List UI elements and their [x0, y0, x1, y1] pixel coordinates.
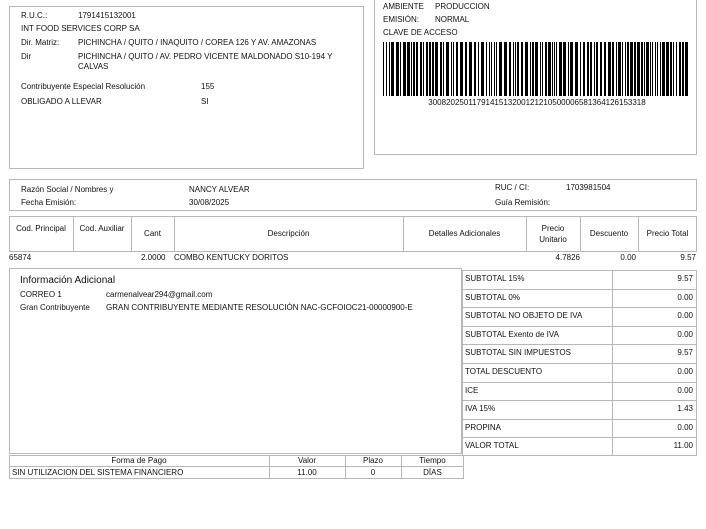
- barcode-bar: [440, 42, 442, 96]
- barcode-bar: [682, 42, 684, 96]
- totals-row-label: VALOR TOTAL: [465, 441, 519, 450]
- barcode-bar: [616, 42, 617, 96]
- contribuyente-value: 155: [201, 82, 215, 91]
- dir-value-line1: PICHINCHA / QUITO / AV. PEDRO VICENTE MALDONADO S10-194 Y: [78, 52, 333, 61]
- totals-row-value: 9.57: [677, 348, 693, 357]
- company-name: INT FOOD SERVICES CORP SA: [21, 24, 140, 33]
- barcode-bar: [469, 42, 472, 96]
- barcode-bar: [420, 42, 422, 96]
- barcode-bar: [391, 42, 394, 96]
- barcode-bar: [575, 42, 578, 96]
- barcode-bar: [676, 42, 677, 96]
- barcode-bar: [594, 42, 595, 96]
- barcode-bar: [443, 42, 444, 96]
- barcode-bar: [612, 42, 614, 96]
- barcode-bar: [513, 42, 514, 96]
- barcode-bar: [655, 42, 656, 96]
- razon-label: Razón Social / Nombres y: [21, 185, 114, 194]
- barcode-bar: [545, 42, 547, 96]
- barcode-bar: [583, 42, 585, 96]
- payment-header-tiempo: Tiempo: [419, 456, 446, 465]
- razon-value: NANCY ALVEAR: [189, 185, 250, 194]
- fecha-value: 30/08/2025: [189, 198, 230, 207]
- item-descripcion: COMBO KENTUCKY DORITOS: [174, 253, 289, 262]
- barcode-bar: [521, 42, 523, 96]
- payment-header-plazo: Plazo: [362, 456, 383, 465]
- totals-row-label: PROPINA: [465, 423, 502, 432]
- barcode-bar: [590, 42, 592, 96]
- dir-label: Dir: [21, 52, 32, 61]
- barcode-bar: [532, 42, 534, 96]
- barcode-bar: [540, 42, 541, 96]
- ruc-ci-value: 1703981504: [566, 183, 611, 192]
- totals-row-label: TOTAL DESCUENTO: [465, 367, 543, 376]
- barcode-bar: [465, 42, 467, 96]
- totals-row-value: 0.00: [677, 293, 693, 302]
- header-precio-unitario-2: Unitario: [539, 235, 567, 244]
- totals-row-value: 11.00: [673, 441, 693, 450]
- barcode-bar: [600, 42, 602, 96]
- barcode-bar: [515, 42, 516, 96]
- barcode-bar: [556, 42, 557, 96]
- barcode-bar: [608, 42, 611, 96]
- emision-label: EMISIÓN:: [383, 15, 420, 24]
- barcode-bar: [627, 42, 629, 96]
- barcode-bar: [494, 42, 495, 96]
- info-correo-value: carmenalvear294@gmail.com: [106, 290, 213, 299]
- dir-matriz-label: Dir. Matriz:: [21, 38, 60, 47]
- barcode-bar: [389, 42, 390, 96]
- barcode-bar: [646, 42, 649, 96]
- barcode-bar: [446, 42, 449, 96]
- payment-header-valor: Valor: [297, 456, 317, 465]
- barcode-bar: [396, 42, 399, 96]
- header-cod-principal: Cod. Principal: [16, 224, 66, 233]
- totals-row-value: 0.00: [677, 386, 693, 395]
- barcode-bar: [554, 42, 555, 96]
- info-adicional-title: Información Adicional: [20, 275, 116, 286]
- totals-row-label: SUBTOTAL SIN IMPUESTOS: [465, 348, 571, 357]
- obligado-label: OBLIGADO A LLEVAR: [21, 97, 102, 106]
- barcode-bar: [570, 42, 573, 96]
- barcode-bar: [429, 42, 431, 96]
- barcode-bar: [386, 42, 387, 96]
- barcode-bar: [641, 42, 643, 96]
- fecha-label: Fecha Emisión:: [21, 198, 77, 207]
- totals-row-value: 0.00: [677, 367, 693, 376]
- barcode-bar: [657, 42, 658, 96]
- barcode-bar: [403, 42, 406, 96]
- barcode-bar: [548, 42, 551, 96]
- info-gran-contribuyente-value: GRAN CONTRIBUYENTE MEDIANTE RESOLUCIÓN NAC-GCFOIOC21-00000900-E: [106, 303, 413, 312]
- barcode-bar: [637, 42, 640, 96]
- ruc-label: R.U.C.:: [21, 11, 48, 20]
- barcode-bar: [453, 42, 454, 96]
- dir-matriz-value: PICHINCHA / QUITO / INAQUITO / COREA 126 Y AV. AMAZONAS: [78, 38, 317, 47]
- payment-plazo: 0: [370, 468, 376, 477]
- ambiente-label: AMBIENTE: [383, 2, 424, 11]
- barcode-bar: [383, 42, 384, 96]
- barcode-bar: [407, 42, 410, 96]
- barcode-bar: [644, 42, 645, 96]
- barcode-bar: [618, 42, 621, 96]
- barcode-bar: [552, 42, 553, 96]
- barcode-bar: [652, 42, 653, 96]
- dir-value-line2: CALVAS: [78, 62, 109, 71]
- info-correo-label: CORREO 1: [20, 290, 62, 299]
- barcode-bar: [535, 42, 538, 96]
- contribuyente-label: Contribuyente Especial Resolución: [21, 82, 146, 91]
- payment-forma: SIN UTILIZACION DEL SISTEMA FINANCIERO: [12, 468, 184, 477]
- totals-row-label: ICE: [465, 386, 479, 395]
- barcode-bar: [456, 42, 458, 96]
- ambiente-value: PRODUCCION: [435, 2, 490, 11]
- ruc-value: 1791415132001: [78, 11, 136, 20]
- barcode-bar: [486, 42, 487, 96]
- barcode-bar: [496, 42, 497, 96]
- barcode-bar: [416, 42, 418, 96]
- totals-row-value: 1.43: [677, 404, 693, 413]
- payment-valor: 11.00: [297, 468, 317, 477]
- barcode-bar: [679, 42, 681, 96]
- guia-label: Guía Remisión:: [495, 198, 551, 207]
- barcode-bar: [517, 42, 519, 96]
- totals-row-label: SUBTOTAL NO OBJETO DE IVA: [465, 311, 583, 320]
- header-descuento: Descuento: [589, 229, 629, 238]
- barcode-bar: [423, 42, 424, 96]
- barcode-bar: [634, 42, 636, 96]
- ruc-ci-label: RUC / CI:: [495, 183, 530, 192]
- item-descuento: 0.00: [620, 253, 636, 262]
- barcode-bar: [474, 42, 476, 96]
- header-cant: Cant: [144, 229, 161, 238]
- barcode-bar: [596, 42, 598, 96]
- barcode-bar: [580, 42, 581, 96]
- barcode-bar: [622, 42, 623, 96]
- info-gran-contribuyente-label: Gran Contribuyente: [20, 303, 90, 312]
- barcode-bar: [670, 42, 672, 96]
- barcode-bar: [435, 42, 438, 96]
- barcode-bar: [460, 42, 463, 96]
- header-descripcion: Descripción: [267, 229, 310, 238]
- item-precio-total: 9.57: [680, 253, 696, 262]
- barcode-bar: [525, 42, 528, 96]
- barcode-bar: [509, 42, 511, 96]
- totals-row-label: IVA 15%: [465, 404, 496, 413]
- clave-label: CLAVE DE ACCESO: [383, 28, 458, 37]
- barcode-bar: [491, 42, 492, 96]
- barcode-image: [383, 42, 691, 96]
- barcode-bar: [673, 42, 674, 96]
- barcode-bar: [489, 42, 490, 96]
- barcode-bar: [504, 42, 507, 96]
- barcode-bar: [660, 42, 661, 96]
- obligado-value: SI: [201, 97, 209, 106]
- barcode-bar: [604, 42, 606, 96]
- item-cant: 2.0000: [141, 253, 166, 262]
- header-precio-unitario-1: Precio: [541, 224, 565, 233]
- barcode-bar: [559, 42, 562, 96]
- barcode-bar: [666, 42, 669, 96]
- barcode-bar: [499, 42, 502, 96]
- barcode-bar: [432, 42, 434, 96]
- header-precio-total: Precio Total: [646, 229, 689, 238]
- barcode-bar: [630, 42, 633, 96]
- item-cod-principal: 65874: [9, 253, 32, 262]
- item-precio-unitario: 4.7826: [555, 253, 580, 262]
- barcode-bar: [625, 42, 626, 96]
- barcode-bar: [411, 42, 412, 96]
- barcode-bar: [685, 42, 688, 96]
- barcode-bar: [530, 42, 531, 96]
- barcode-bar: [568, 42, 569, 96]
- barcode-bar: [413, 42, 415, 96]
- totals-row-value: 9.57: [677, 274, 693, 283]
- totals-row-label: SUBTOTAL Exento de IVA: [465, 330, 559, 339]
- totals-row-value: 0.00: [677, 423, 693, 432]
- barcode-bar: [587, 42, 589, 96]
- clave-value: 3008202501179141513200121210500006581364126153318: [428, 98, 646, 107]
- emision-value: NORMAL: [435, 15, 470, 24]
- totals-row-value: 0.00: [677, 330, 693, 339]
- barcode-bar: [542, 42, 543, 96]
- totals-row-label: SUBTOTAL 0%: [465, 293, 520, 302]
- barcode-bar: [451, 42, 452, 96]
- payment-header-forma: Forma de Pago: [111, 456, 167, 465]
- barcode-bar: [563, 42, 566, 96]
- payment-tiempo: DÍAS: [423, 468, 442, 477]
- header-detalles: Detalles Adicionales: [428, 229, 501, 238]
- barcode-bar: [426, 42, 428, 96]
- totals-row-value: 0.00: [677, 311, 693, 320]
- barcode-bar: [650, 42, 651, 96]
- barcode-bar: [481, 42, 484, 96]
- barcode-bar: [400, 42, 401, 96]
- barcode-bar: [478, 42, 479, 96]
- info-adicional-box: [9, 268, 462, 454]
- header-cod-auxiliar: Cod. Auxiliar: [79, 224, 125, 233]
- totals-row-label: SUBTOTAL 15%: [465, 274, 525, 283]
- barcode-bar: [662, 42, 665, 96]
